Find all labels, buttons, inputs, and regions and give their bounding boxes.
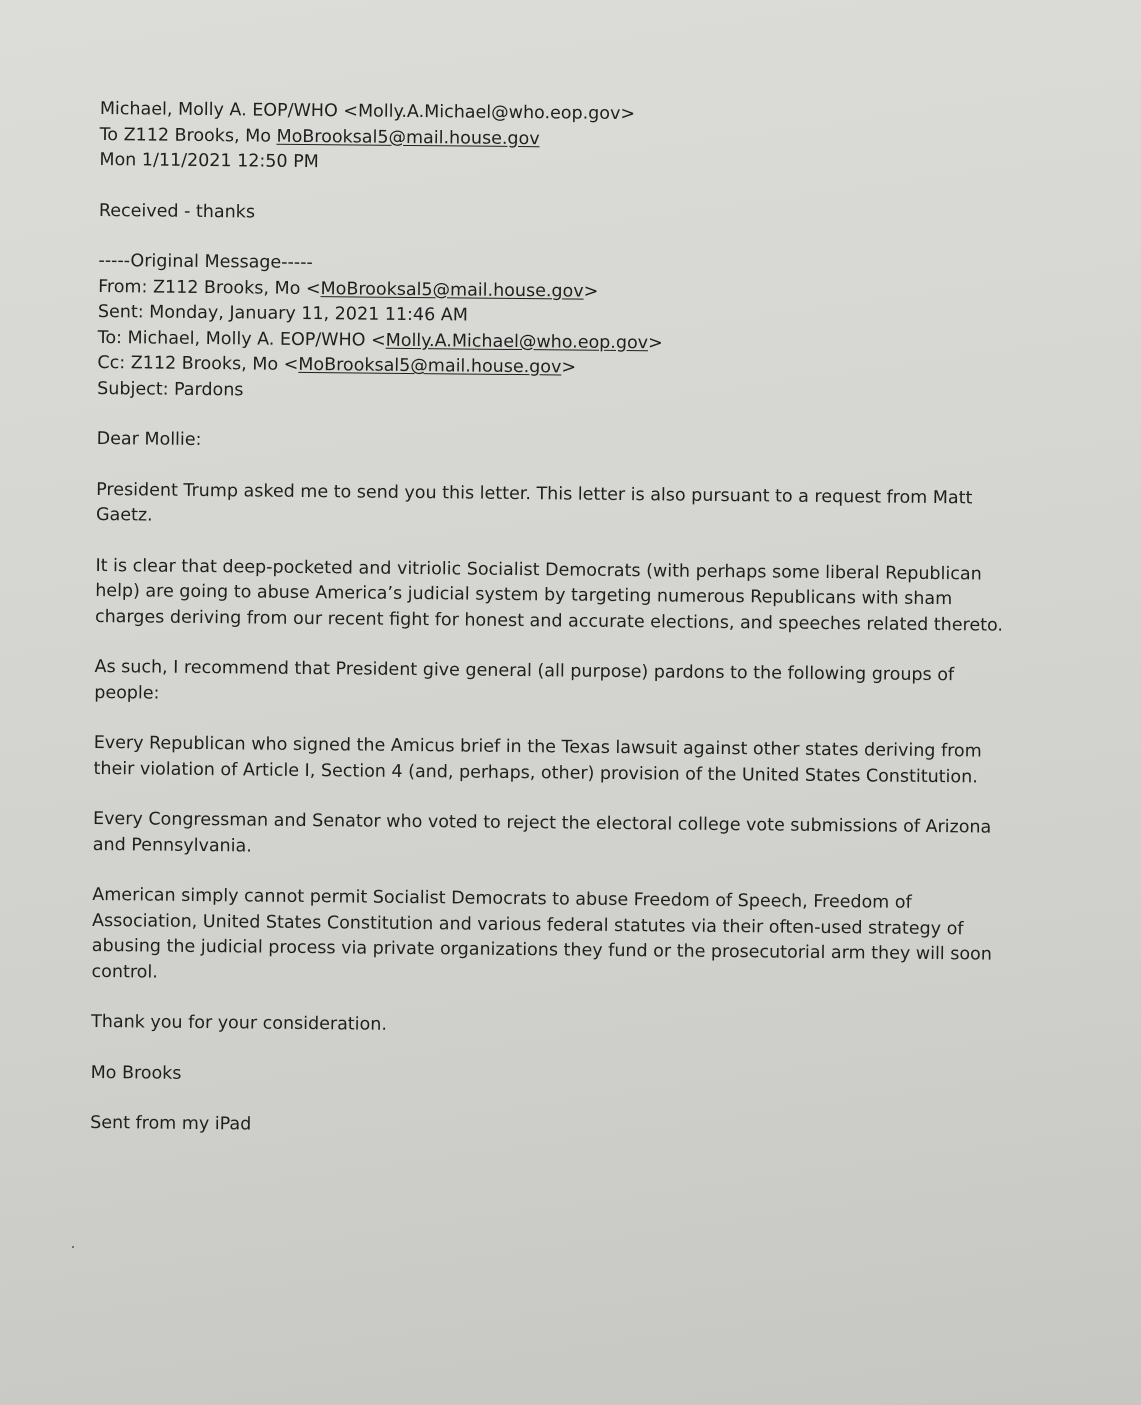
email-printout [90,97,1004,1170]
original-from: From: Z112 Brooks, Mo <MoBrooksal5@mail.house.gov> [98,276,599,302]
paragraph-congress-group: Every Congressman and Senator who voted to reject the electoral college vote submissions of Arizona and Pennsylvania. [92,808,992,856]
salutation: Dear Mollie: [96,428,202,450]
original-message-header [97,249,998,411]
paragraph-conclusion: American simply cannot permit Socialist Democrats to abuse Freedom of Speech, Freedom of Association, United States Constitution and various federal statutes via their often-used strategy of abusing the judicial process via private organizations they fund or the prosecutorial arm they will soon control. [91,884,992,983]
reply-header [99,97,1000,182]
reply-body: Received - thanks [98,200,256,222]
original-cc: Cc: Z112 Brooks, Mo <MoBrooksal5@mail.house.gov> [97,352,577,378]
original-cc-email-link[interactable]: MoBrooksal5@mail.house.gov [298,354,562,378]
original-to-label: To: Michael, Molly A. EOP/WHO < [97,327,386,351]
reply-to-label: To Z112 Brooks, Mo [99,124,277,147]
reply-to-email-link[interactable]: MoBrooksal5@mail.house.gov [276,126,540,149]
paragraph-recommendation: As such, I recommend that President give general (all purpose) pardons to the following groups of people: [94,656,955,704]
paragraph-request: President Trump asked me to send you this letter. This letter is also pursuant to a request from Matt Gaetz. [95,479,973,526]
original-cc-label: Cc: Z112 Brooks, Mo < [97,352,299,375]
original-to: To: Michael, Molly A. EOP/WHO <Molly.A.Michael@who.eop.gov> [97,327,663,353]
reply-from: Michael, Molly A. EOP/WHO <Molly.A.Michael@who.eop.gov> [99,98,636,125]
letter-body [90,427,1004,1145]
paper-speck [72,1246,74,1248]
device-note: Sent from my iPad [90,1112,252,1135]
original-to-email-link[interactable]: Molly.A.Michael@who.eop.gov [385,330,649,353]
signature: Mo Brooks [90,1062,182,1084]
original-sent: Sent: Monday, January 11, 2021 11:46 AM [97,301,468,326]
original-from-email-link[interactable]: MoBrooksal5@mail.house.gov [320,278,584,302]
original-from-label: From: Z112 Brooks, Mo < [98,276,321,299]
original-message-separator: -----Original Message----- [98,250,313,274]
paragraph-amicus-group: Every Republican who signed the Amicus brief in the Texas lawsuit against other states deriving from their violation of Article I, Section 4 (and, perhaps, other) provision of the United States Constitution. [93,732,982,787]
closing: Thank you for your consideration. [91,1011,388,1035]
paragraph-concern: It is clear that deep-pocketed and vitriolic Socialist Democrats (with perhaps some liberal Republican help) are going to abuse America’s judicial system by targeting numerous Republicans with sham charges deriving from our recent fight for honest and accurate elections, and speeches related thereto. [94,555,1004,636]
original-subject: Subject: Pardons [97,378,244,400]
reply-date: Mon 1/11/2021 12:50 PM [99,149,319,173]
